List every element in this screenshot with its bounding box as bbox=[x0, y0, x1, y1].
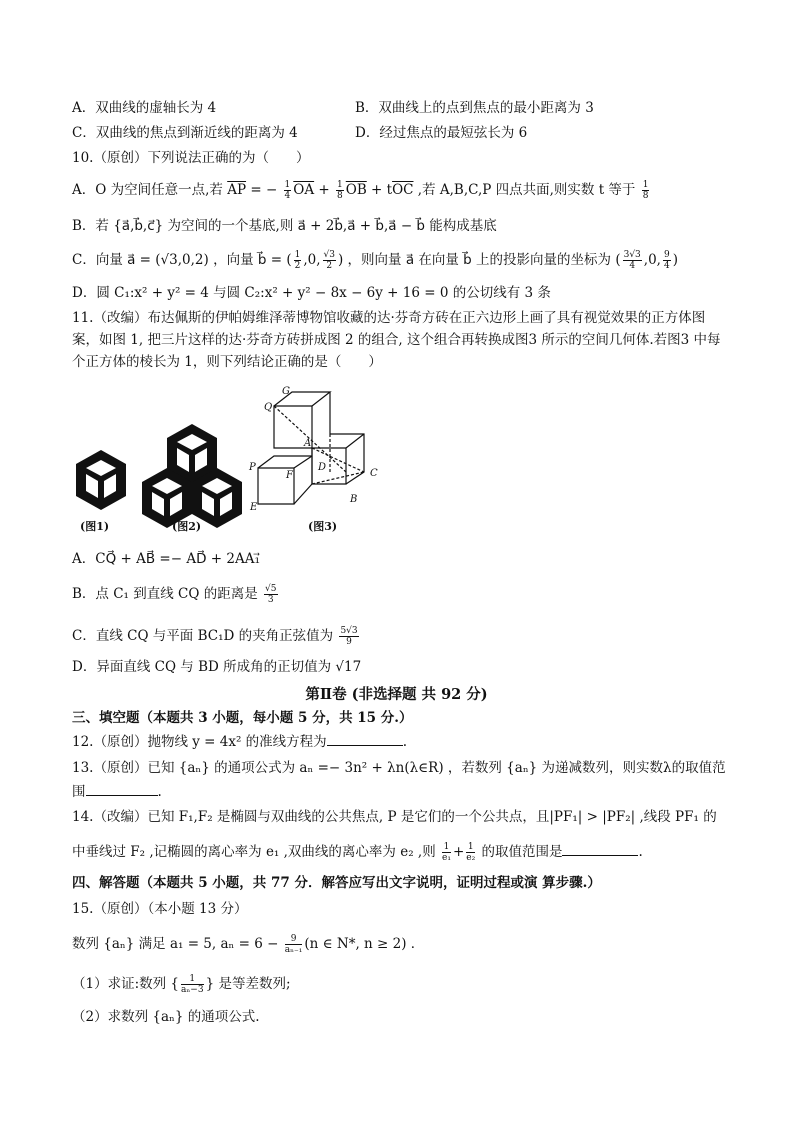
q10-option-c: C．向量 a⃗ = (√3,0,2) ，向量 b⃗ = ( $\frac{1}{2}$ ,0, $\frac{√3}{2}$ ) ，则向量 a⃗ 在向量 b⃗ 上的投影向量的坐标为 ( $\frac{3√3}{4}$ ,0, $\frac{9}{4}$ ) bbox=[72, 250, 678, 271]
section-4-heading: 四、解答题（本题共 5 小题，共 77 分．解答应写出文字说明，证明过程或演 算步骤.） bbox=[72, 875, 601, 891]
q15-part1: （1）求证:数列 { $\frac{1}{\text{aₙ−3}}$ } 是等差数列; bbox=[72, 974, 291, 995]
label-c: C bbox=[370, 468, 378, 479]
q13-line1: 13.（原创）已知 {aₙ} 的通项公式为 aₙ =− 3n² + λn(λ∈R) ，若数列 {aₙ} 为递减数列，则实数λ的取值范 bbox=[72, 760, 726, 776]
q11-figures bbox=[72, 384, 392, 540]
q15-heading: 15.（原创）（本小题 13 分） bbox=[72, 901, 248, 917]
label-d: D bbox=[318, 462, 327, 473]
label-a: A bbox=[304, 438, 312, 449]
fig1-caption: (图1) bbox=[80, 520, 110, 533]
q11-option-c: C．直线 CQ 与平面 BC₁D 的夹角正弦值为 $\frac{5√3}{9}$ bbox=[72, 626, 358, 647]
fig2-cube-tiles bbox=[142, 424, 242, 528]
q10-option-b: B．若 {a⃗,b⃗,c⃗} 为空间的一个基底,则 a⃗ + 2b⃗,a⃗ + b⃗,a⃗ − b⃗ 能构成基底 bbox=[72, 218, 497, 234]
label-b: B bbox=[350, 494, 358, 505]
label-g: G bbox=[282, 386, 290, 397]
part2-title: 第Ⅱ卷 (非选择题 共 92 分) bbox=[305, 686, 488, 703]
q10-option-a: A．O 为空间任意一点,若 $\overline{AP}$ = − $\frac{1}{4}$ $\overline{OA}$ + $\frac{1}{8}$ $\overline{OB} + t\overline{OC}$ ,若 A,B,C,P 四点共面,则实数 t 等于 $\frac{1}{8}$ bbox=[72, 180, 649, 201]
q14-line1: 14.（改编）已知 F₁,F₂ 是椭圆与双曲线的公共焦点, P 是它们的一个公共点，且|PF₁| > |PF₂| ,线段 PF₁ 的 bbox=[72, 809, 717, 825]
q9-option-a: A．双曲线的虚轴长为 4 bbox=[72, 100, 217, 116]
q15-part2: （2）求数列 {aₙ} 的通项公式. bbox=[72, 1009, 260, 1025]
q12: 12.（原创）抛物线 y = 4x² 的准线方程为 . bbox=[72, 734, 407, 750]
q14-line2: 中垂线过 F₂ ,记椭圆的离心率为 e₁ ,双曲线的离心率为 e₂ ,则 $\frac{1}{\text{e₁}}$ + $\frac{1}{\text{e₂}}$ 的取值范围是 . bbox=[72, 842, 643, 863]
q10-stem: 10.（原创）下列说法正确的为（ ） bbox=[72, 150, 310, 166]
section-3-heading: 三、填空题（本题共 3 小题，每小题 5 分，共 15 分.） bbox=[72, 710, 413, 726]
q11-option-b: B．点 C₁ 到直线 CQ 的距离是 $\frac{√5}{3}$ bbox=[72, 584, 277, 605]
q15-stem: 数列 {aₙ} 满足 a₁ = 5, aₙ = 6 − $\frac{9}{\text{aₙ₋₁}}$ (n ∈ N*, n ≥ 2) ． bbox=[72, 934, 425, 955]
fig2-caption: (图2) bbox=[172, 520, 202, 533]
label-p: P bbox=[249, 462, 256, 473]
q11-stem: 11.（改编）布达佩斯的伊帕姆维泽蒂博物馆收藏的达·芬奇方砖在正六边形上画了具有视觉效果的正方体图案，如图 1, 把三片这样的达·芬奇方砖拼成图 2 的组合, 这个组合再转换成图3 所示的空间几何体.若图3 中每个正方体的棱长为 1，则下列结论正确的是（ ） bbox=[72, 310, 721, 370]
q9-option-b: B．双曲线上的点到焦点的最小距离为 3 bbox=[355, 100, 594, 116]
fig1-cube-tile bbox=[76, 450, 126, 510]
q11-option-a: A．CQ⃗ + AB⃗ =− AD⃗ + 2AA₁⃗ bbox=[72, 551, 260, 567]
fig3-caption: (图3) bbox=[308, 520, 338, 533]
q13-line2: 围 . bbox=[72, 784, 162, 800]
label-e: E bbox=[250, 502, 258, 513]
q9-option-d: D．经过焦点的最短弦长为 6 bbox=[355, 125, 528, 141]
label-q: Q bbox=[264, 402, 273, 413]
label-f: F bbox=[286, 470, 293, 481]
q10-option-d: D．圆 C₁:x² + y² = 4 与圆 C₂:x² + y² − 8x − 6y + 16 = 0 的公切线有 3 条 bbox=[72, 285, 551, 301]
q11-option-d: D．异面直线 CQ 与 BD 所成角的正切值为 √17 bbox=[72, 659, 362, 675]
q9-option-c: C．双曲线的焦点到渐近线的距离为 4 bbox=[72, 125, 298, 141]
